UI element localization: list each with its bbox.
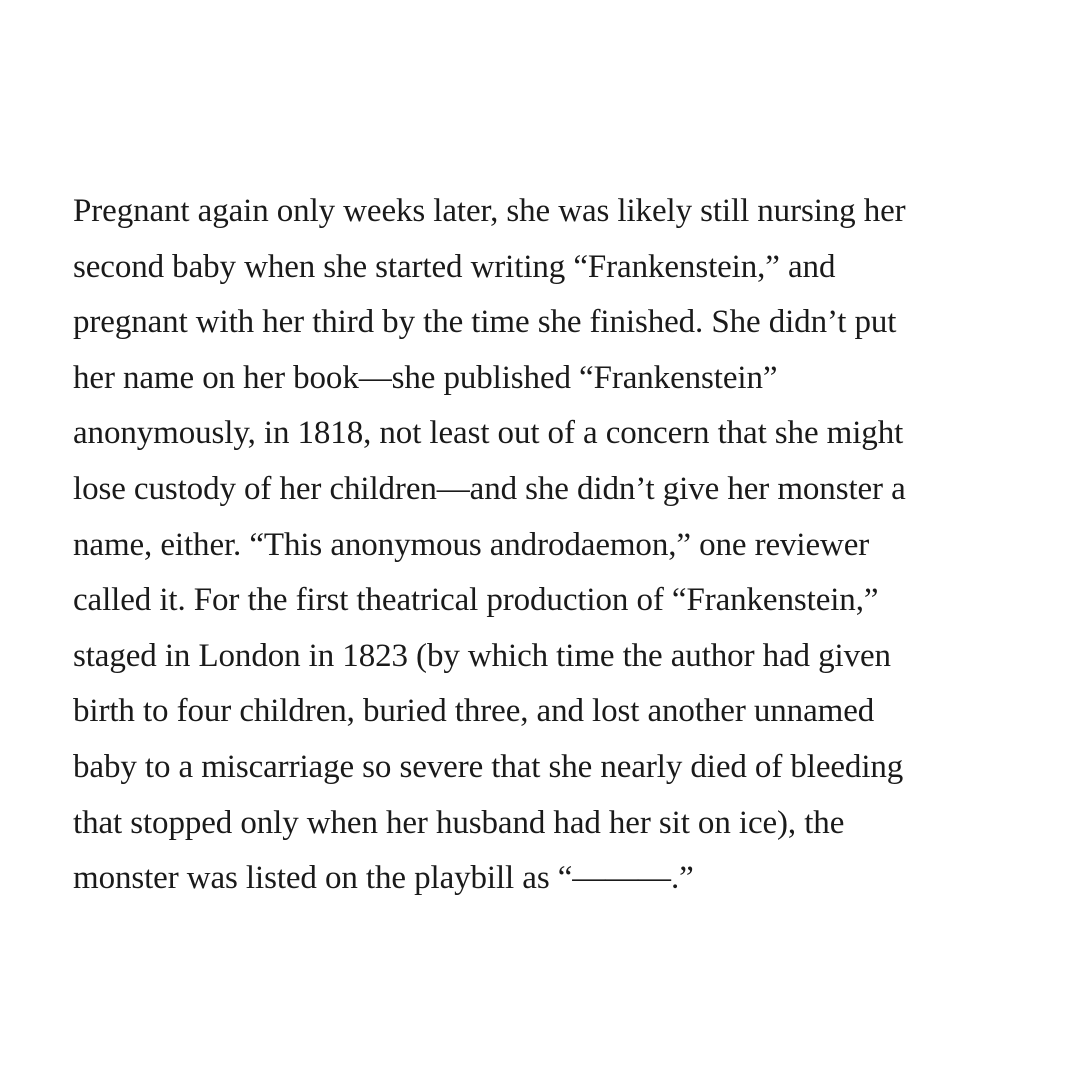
passage-line: baby to a miscarriage so severe that she nearly died of bleeding (73, 748, 904, 785)
passage-line: monster was listed on the playbill as “———.” (73, 860, 694, 897)
passage-line: called it. For the first theatrical production of “Frankenstein,” (73, 582, 879, 619)
passage-line: lose custody of her children—and she didn’t give her monster a (73, 470, 906, 507)
passage-line: pregnant with her third by the time she finished. She didn’t put (73, 304, 897, 341)
passage-line: name, either. “This anonymous androdaemon,” one reviewer (73, 526, 870, 563)
passage-line: Pregnant again only weeks later, she was likely still nursing her (73, 193, 906, 229)
passage-line: anonymously, in 1818, not least out of a concern that she might (73, 415, 904, 452)
passage-line: her name on her book—she published “Frankenstein” (73, 359, 778, 396)
quote-passage (73, 184, 1033, 907)
passage-line: second baby when she started writing “Frankenstein,” and (73, 248, 836, 285)
passage-line: that stopped only when her husband had her sit on ice), the (73, 804, 845, 841)
passage-line: staged in London in 1823 (by which time the author had given (73, 637, 891, 674)
passage-line: birth to four children, buried three, and lost another unnamed (73, 693, 875, 730)
